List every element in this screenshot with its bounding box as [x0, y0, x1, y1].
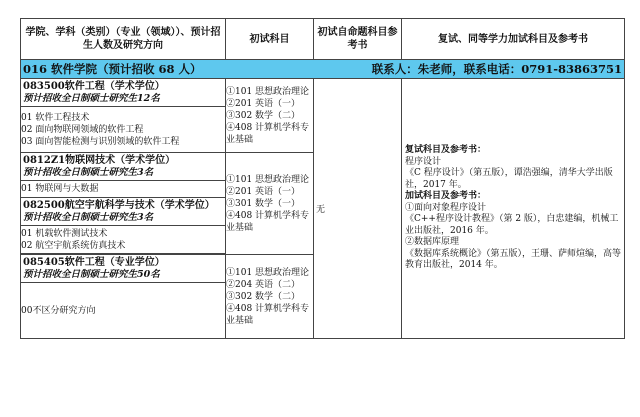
subject-item: ④408 计算机学科专业基础 — [226, 210, 310, 233]
header-col-major: 学院、学科（类别）（专业（领域））、预计招生人数及研究方向 — [21, 19, 226, 60]
header-row — [21, 19, 625, 60]
direction-item: 01 机载软件测试技术 — [21, 228, 108, 239]
major-plan: 预计招收全日制硕士研究生50名 — [23, 268, 160, 280]
retest-line: 程序设计 — [405, 156, 442, 167]
subject-item: ③301 数学（一） — [226, 198, 301, 209]
subject-item: ②201 英语（一） — [226, 98, 301, 109]
major-row — [21, 79, 625, 107]
retest-line: ①面向对象程序设计 — [405, 202, 487, 213]
subjects-cell — [226, 79, 314, 153]
subjects-cell — [226, 153, 314, 255]
major-title: 085405软件工程（专业学位） — [23, 256, 165, 268]
header-col-subjects: 初试科目 — [226, 19, 314, 60]
subject-item: ①101 思想政治理论 — [226, 86, 310, 97]
retest-line: 《C++程序设计教程》（第 2 版），白忠建编，机械工业出版社，2016 年。 — [405, 214, 619, 236]
major-title: 082500航空宇航科学与技术（学术学位） — [23, 199, 215, 211]
school-row — [21, 60, 625, 79]
subject-item: ①101 思想政治理论 — [226, 174, 310, 185]
direction-item: 02 航空宇航系统仿真技术 — [21, 240, 126, 251]
subject-item: ④408 计算机学科专业基础 — [226, 122, 310, 145]
major-title: 083500软件工程（学术学位） — [23, 80, 165, 92]
direction-item: 00不区分研究方向 — [21, 305, 96, 316]
retest-heading: 加试科目及参考书： — [405, 191, 487, 202]
subjects-cell — [226, 255, 314, 339]
retest-line: 《数据库系统概论》（第五版），王珊、萨师煊编，高等教育出版社，2014 年。 — [405, 248, 622, 271]
major-plan: 预计招收全日制硕士研究生12名 — [23, 92, 160, 104]
major-plan: 预计招收全日制硕士研究生3名 — [23, 211, 154, 223]
admission-table — [20, 18, 625, 339]
subject-item: ②204 英语（二） — [226, 279, 301, 290]
subject-item: ①101 思想政治理论 — [226, 267, 310, 278]
subject-item: ③302 数学（二） — [226, 291, 301, 302]
header-col-self-books: 初试自命题科目参考书 — [314, 19, 402, 60]
major-title: 0812Z1物联网技术（学术学位） — [23, 154, 176, 166]
direction-item: 03 面向智能检测与识别领域的软件工程 — [21, 136, 180, 147]
subject-item: ③302 数学（二） — [226, 110, 301, 121]
self-books-cell: 无 — [314, 79, 402, 339]
direction-item: 01 物联网与大数据 — [21, 184, 99, 194]
direction-item: 02 面向物联网领域的软件工程 — [21, 124, 144, 135]
subject-item: ②201 英语（一） — [226, 186, 301, 197]
school-name: 016 软件学院（预计招收 68 人） — [23, 62, 202, 76]
header-col-retest: 复试、同等学力加试科目及参考书 — [402, 19, 625, 60]
retest-heading: 复试科目及参考书： — [405, 145, 487, 156]
direction-item: 01 软件工程技术 — [21, 112, 90, 123]
major-plan: 预计招收全日制硕士研究生3名 — [23, 166, 154, 178]
retest-line: 《C 程序设计》（第五版），谭浩强编，清华大学出版社，2017 年。 — [405, 168, 613, 190]
school-contact: 联系人：朱老师，联系电话：0791-83863751 — [371, 62, 622, 76]
subject-item: ④408 计算机学科专业基础 — [226, 303, 310, 326]
retest-line: ②数据库原理 — [405, 237, 460, 248]
retest-cell — [402, 79, 625, 339]
